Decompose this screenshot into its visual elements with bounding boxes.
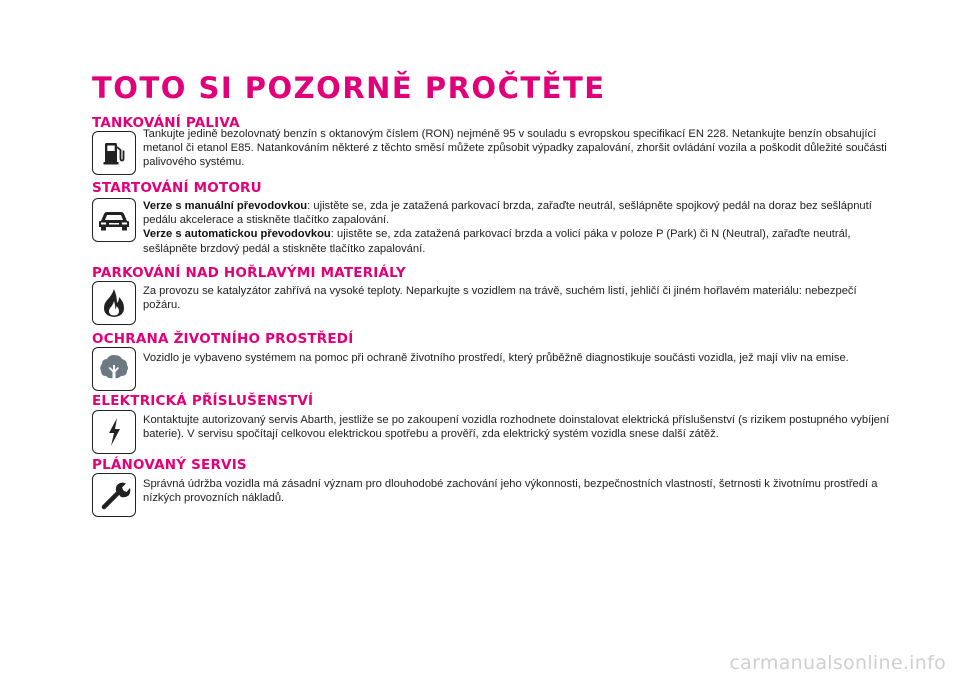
automatic-transmission-paragraph (143, 227, 892, 255)
section-environment (92, 331, 892, 393)
section-engine-start (92, 180, 892, 260)
section-text-service (143, 477, 892, 505)
section-text-fueling (143, 127, 892, 170)
section-text-electrical (143, 413, 892, 441)
section-fueling (92, 115, 892, 177)
lightning-bolt-icon (92, 410, 136, 454)
automatic-transmission-text: : ujistěte se, zda zatažená parkovací brzda a volicí páka v poloze P (Park) či N (Neutral), zařaďte neutrál, sešlápněte brzdový pedál a stiskněte tlačítko zapalování. (143, 228, 851, 255)
page-title: TOTO SI POZORNĚ PROČTĚTE (92, 71, 606, 105)
fire-icon (92, 281, 136, 325)
section-heading-environment: OCHRANA ŽIVOTNÍHO PROSTŘEDÍ (92, 331, 354, 347)
fuel-pump-icon (92, 131, 136, 175)
section-heading-electrical: ELEKTRICKÁ PŘÍSLUŠENSTVÍ (92, 393, 314, 409)
fueling-paragraph: Tankujte jedině bezolovnatý benzín s oktanovým číslem (RON) nejméně 95 v souladu s evropskou specifikací EN 228. Netankujte benzín obsahující metanol či etanol E85. Natankováním některé z těchto směsí můžete způsobit výpadky zapalování, zhoršit ovládání vozila a poškodit důležité součásti palivového systému. (143, 128, 887, 169)
wrench-icon (92, 473, 136, 517)
section-heading-engine-start: STARTOVÁNÍ MOTORU (92, 180, 262, 196)
section-text-environment (143, 351, 892, 365)
manual-transmission-paragraph (143, 199, 892, 227)
section-electrical (92, 393, 892, 455)
section-text-engine-start (143, 199, 892, 256)
tree-icon (92, 347, 136, 391)
watermark: carmanualsonline.info (729, 652, 946, 674)
section-heading-service: PLÁNOVANÝ SERVIS (92, 457, 247, 473)
automatic-transmission-label: Verze s automatickou převodovkou (143, 228, 331, 241)
manual-transmission-text: : ujistěte se, zda je zatažená parkovací brzda, zařaďte neutrál, sešlápněte spojkový pedál na doraz bez sešlápnutí pedálu akcelerace a stiskněte tlačítko zapalování. (143, 200, 872, 227)
service-paragraph: Správná údržba vozidla má zásadní význam pro dlouhodobé zachování jeho výkonnosti, bezpečnostních vlastností, šetrnosti k životnímu prostředí a nízkých provozních nákladů. (143, 478, 878, 505)
section-service (92, 457, 892, 519)
car-icon (92, 198, 136, 242)
electrical-paragraph: Kontaktujte autorizovaný servis Abarth, jestliže se po zakoupení vozidla rozhodnete doinstalovat elektrická příslušenství (s rizikem postupného vybíjení baterie). V servisu spočítají celkovou elektrickou spotřebu a prověří, zda elektrický systém vozidla snese další zátěž. (143, 414, 890, 441)
section-heading-fueling: TANKOVÁNÍ PALIVA (92, 115, 240, 131)
parking-paragraph: Za provozu se katalyzátor zahřívá na vysoké teploty. Neparkujte s vozidlem na trávě, suchém listí, jehličí či jiném hořlavém materiálu: nebezpečí požáru. (143, 285, 857, 312)
section-heading-parking: PARKOVÁNÍ NAD HOŘLAVÝMI MATERIÁLY (92, 265, 406, 281)
section-text-parking (143, 284, 892, 312)
section-parking (92, 265, 892, 327)
environment-paragraph: Vozidlo je vybaveno systémem na pomoc při ochraně životního prostředí, který průběžně diagnostikuje součásti vozidla, jež mají vliv na emise. (143, 352, 849, 364)
manual-transmission-label: Verze s manuální převodovkou (143, 200, 308, 212)
